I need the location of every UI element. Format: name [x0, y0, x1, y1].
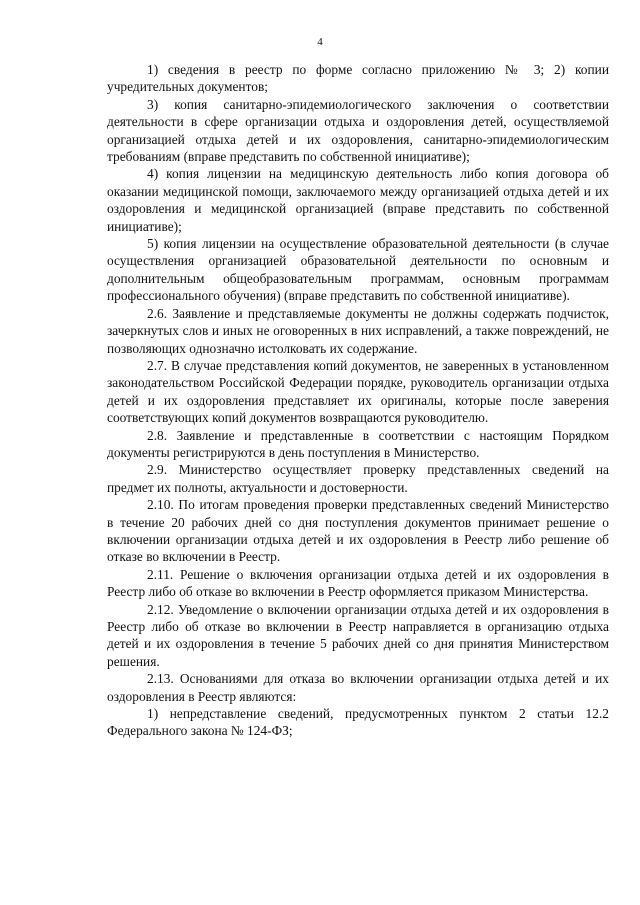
paragraph-2-7: 2.7. В случае представления копий документов, не заверенных в установленном законодательством Российской Федерации порядке, руководитель организации отдыха детей и их оздоровления представляет их оригиналы, которые после заверения соответствующих копий документов возвращаются руководителю. — [107, 357, 609, 426]
paragraph-2-10: 2.10. По итогам проведения проверки представленных сведений Министерство в течение 20 рабочих дней со дня поступления документов принимает решение о включении организации отдыха детей и их оздоровления в Реестр либо решение об отказе во включении в Реестр. — [107, 497, 609, 565]
page-number: 4 — [317, 36, 323, 48]
paragraph-2-9: 2.9. Министерство осуществляет проверку представленных сведений на предмет их полноты, актуальности и достоверности. — [107, 462, 609, 495]
paragraph-item-5-education-license: 5) копия лицензии на осуществление образовательной деятельности (в случае осуществления организацией образовательной деятельности по основным и дополнительным общеобразовательным программам, основным программам профессионального обучения) (вправе представить по собственной инициативе). — [107, 236, 609, 304]
paragraph-2-6: 2.6. Заявление и представляемые документы не должны содержать подчисток, зачеркнутых слов и иных не оговоренных в них исправлений, а также повреждений, не позволяющих однозначно истолковать их содержание. — [107, 305, 609, 356]
paragraph-item-3-sanitary: 3) копия санитарно-эпидемиологического заключения о соответствии деятельности в сфере организации отдыха и оздоровления детей, осуществляемой организацией отдыха детей и их оздоровления, санитарно-эпидемиологическим требованиям (вправе представить по собственной инициативе); — [107, 96, 609, 165]
paragraph-2-11: 2.11. Решение о включения организации отдыха детей и их оздоровления в Реестр либо об отказе во включении в Реестр оформляется приказом Министерства. — [107, 566, 609, 600]
paragraph-item-1-documents: 1) сведения в реестр по форме согласно приложению № 3; 2) копии учредительных документов; — [107, 62, 609, 95]
paragraph-item-4-medical-license: 4) копия лицензии на медицинскую деятельность либо копия договора об оказании медицинской помощи, заключаемого между организацией отдыха детей и их оздоровления и медицинской организацией (вправе представить по собственной инициативе); — [107, 166, 609, 234]
paragraph-2-12: 2.12. Уведомление о включении организации отдыха детей и их оздоровления в Реестр либо об отказе во включении в Реестр направляется в организацию отдыха детей и их оздоровления в течение 5 рабочих дней со дня принятия Министерством решения. — [107, 601, 609, 669]
document-text — [107, 61, 609, 740]
paragraph-2-8: 2.8. Заявление и представленные в соответствии с настоящим Порядком документы регистрируются в день поступления в Министерство. — [107, 427, 609, 460]
paragraph-2-13-item-1: 1) непредставление сведений, предусмотренных пунктом 2 статьи 12.2 Федерального закона № 124-ФЗ; — [107, 706, 609, 739]
paragraph-2-13: 2.13. Основаниями для отказа во включении организации отдыха детей и их оздоровления в Реестр являются: — [107, 671, 609, 704]
